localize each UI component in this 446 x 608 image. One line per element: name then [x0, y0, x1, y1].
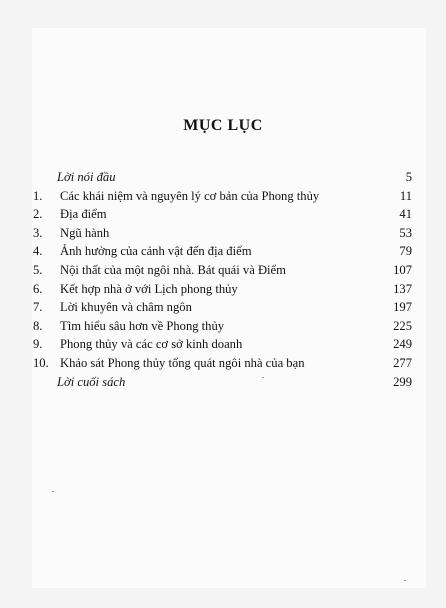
toc-entry-title: Phong thủy và các cơ sở kinh doanh — [60, 337, 243, 352]
toc-entry — [33, 187, 412, 206]
toc-entry-number: 3. — [33, 225, 43, 240]
toc-entry-page: 5 — [405, 170, 412, 184]
toc-entry-number: 6. — [33, 281, 43, 296]
toc-entry-page: 277 — [393, 355, 412, 370]
toc-entry-number: 8. — [33, 318, 43, 333]
toc-entry — [33, 354, 412, 373]
toc-entry-title: Nội thất của một ngôi nhà. Bát quái và Điểm — [60, 262, 286, 277]
toc-entry-title: Khảo sát Phong thủy tổng quát ngôi nhà của bạn — [60, 355, 305, 370]
toc-entry-page: 137 — [393, 281, 412, 296]
toc-entry-page: 79 — [399, 244, 412, 259]
toc-entry — [33, 224, 412, 243]
toc-entry — [33, 205, 412, 224]
toc-entry-page: 299 — [393, 374, 412, 389]
toc-entry-title: Lời nói đầu — [57, 170, 116, 184]
toc-entry-page: 107 — [393, 262, 412, 277]
page-title: MỤC LỤC — [183, 117, 263, 134]
toc-entry — [33, 280, 412, 299]
toc-entry — [33, 298, 412, 317]
toc-entry — [33, 373, 412, 392]
toc-entry-title: Lời cuối sách — [57, 374, 126, 389]
scan-speck — [262, 377, 264, 378]
table-of-contents — [33, 168, 412, 391]
toc-entry-title: Các khái niệm và nguyên lý cơ bản của Phong thủy — [60, 188, 320, 203]
toc-entry-title: Ngũ hành — [60, 225, 110, 240]
toc-entry — [33, 317, 412, 336]
toc-entry-number: 7. — [33, 300, 43, 315]
toc-entry-page: 53 — [399, 225, 412, 240]
toc-entry-page: 225 — [393, 318, 412, 333]
toc-entry-page: 11 — [399, 188, 412, 203]
toc-entry-number: 10. — [33, 355, 49, 370]
toc-entry-number: 1. — [33, 188, 43, 203]
toc-entry — [33, 261, 412, 280]
toc-entry-number: 4. — [33, 244, 43, 259]
toc-entry — [33, 168, 412, 187]
toc-entry-number: 9. — [33, 337, 43, 352]
toc-entry-title: Địa điểm — [60, 207, 107, 222]
scan-speck — [404, 580, 406, 581]
toc-entry-title: Tìm hiểu sâu hơn về Phong thủy — [60, 318, 225, 333]
toc-entry-title: Kết hợp nhà ở với Lịch phong thủy — [60, 281, 238, 296]
toc-entry — [33, 335, 412, 354]
toc-entry-number: 2. — [33, 207, 43, 222]
toc-entry-title: Lời khuyên và châm ngôn — [60, 300, 192, 315]
toc-entry-title: Ảnh hưởng của cảnh vật đến địa điểm — [60, 244, 252, 259]
toc-entry-number: 5. — [33, 262, 43, 277]
toc-entry-page: 197 — [393, 300, 412, 315]
toc-entry-page: 41 — [399, 207, 412, 222]
toc-entry — [33, 242, 412, 261]
toc-entry-page: 249 — [393, 337, 412, 352]
scan-speck — [52, 491, 54, 492]
